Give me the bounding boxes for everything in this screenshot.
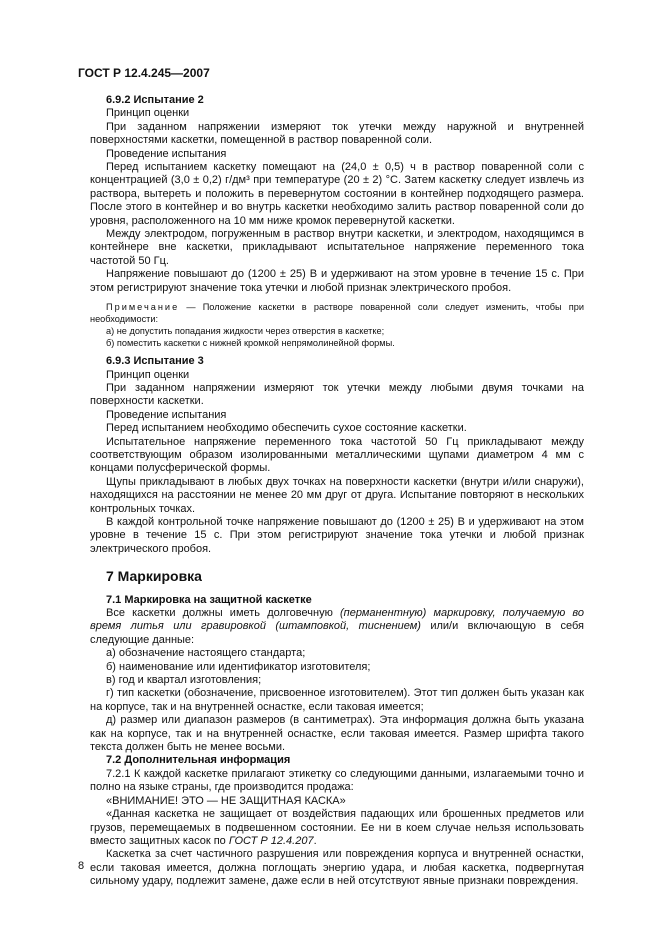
paragraph: Напряжение повышают до (1200 ± 25) В и удерживают на этом уровне в течение 15 с. При этом регистрируют значение тока утечки и любой признак электрического пробоя. [90,268,584,294]
text-run: . [313,834,317,847]
document-header: ГОСТ Р 12.4.245—2007 [78,66,210,80]
paragraph [90,607,584,647]
paragraph: 7.2.1 К каждой каскетке прилагают этикетку со следующими данными, излагаемыми точно и полно на языке страны, где производится продажа: [90,767,584,794]
paragraph: При заданном напряжении измеряют ток утечки между любыми двумя точками на поверхности каскетки. [90,381,584,408]
section-7-title: 7 Маркировка [106,568,202,585]
warning-text: «ВНИМАНИЕ! ЭТО — НЕ ЗАЩИТНАЯ КАСКА» [106,794,346,807]
note-text: — Положение каскетки в растворе поваренной соли следует изменить, чтобы при необходимости: [90,302,584,325]
note [90,301,584,325]
text-run: Все каскетки должны иметь долговечную [106,607,340,619]
procedure-heading: Проведение испытания [106,408,227,421]
section-6-9-3-title: 6.9.3 Испытание 3 [106,355,204,368]
note-item: б) поместить каскетки с нижней кромкой непрямолинейной формы. [106,338,395,349]
page-number: 8 [78,860,85,872]
list-item: а) обозначение настоящего стандарта; [106,647,306,660]
principle-heading: Принцип оценки [106,368,190,381]
paragraph: При заданном напряжении измеряют ток утечки между наружной и внутренней поверхностями каскетки, помещенной в раствор поваренной соли. [90,120,584,147]
list-item: д) размер или диапазон размеров (в сантиметрах). Эта информация должна быть указана как на корпусе, так и на внутренней оснастке, если таковая имеется. Размер шрифта такого текста должен быть не менее восьми. [90,714,584,754]
paragraph: В каждой контрольной точке напряжение повышают до (1200 ± 25) В и удерживают на этом уровне в течение 15 с. При этом регистрируют значение тока утечки и любой признак электрического пробоя. [90,515,584,555]
principle-heading: Принцип оценки [106,107,190,120]
standard-reference: ГОСТ Р 12.4.207 [228,834,314,847]
section-7-2-title: 7.2 Дополнительная информация [106,754,291,767]
italic-run: (перманентную) маркировку, получаемую во время литья или гравировкой (штамповкой, тиснением) [90,607,584,633]
paragraph: Щупы прикладывают в любых двух точках на поверхности каскетки (внутри и/или снаружи), находящихся на расстоянии не менее 20 мм друг от друга. Испытание повторяют в нескольких контрольных точках. [90,475,584,515]
paragraph: Перед испытанием необходимо обеспечить сухое состояние каскетки. [106,422,467,435]
paragraph: Каскетка за счет частичного разрушения или повреждения корпуса и внутренней оснастки, если таковая имеется, должна поглощать энергию удара, и любая каскетка, подвергнутая сильному удару, подлежит замене, даже если в ней отсутствуют явные признаки повреждения. [90,848,584,888]
procedure-heading: Проведение испытания [106,147,227,160]
list-item: в) год и квартал изготовления; [106,674,262,687]
list-item: г) тип каскетки (обозначение, присвоенное изготовителем). Этот тип должен быть указан как на корпусе, так и на внутренней оснастке, если таковая имеется; [90,687,584,713]
text-run: «Данная каскетка не защищает от воздействия падающих или брошенных предметов или грузов, перемещаемых в подвешенном состоянии. Ее ни в коем случае нельзя использовать вместо защитных касок по [90,808,584,847]
section-7-1-title: 7.1 Маркировка на защитной каскетке [106,593,312,606]
text-run: или/и включающую в себя следующие данные: [90,620,585,646]
paragraph [90,808,584,848]
note-item: а) не допустить попадания жидкости через отверстия в каскетке; [106,326,385,337]
paragraph: Перед испытанием каскетку помещают на (24,0 ± 0,5) ч в раствор поваренной соли с концентрацией (3,0 ± 0,2) г/дм³ при температуре (20 ± 2) °С. Затем каскетку следует извлечь из раствора, вытереть и положить в перевернутом состоянии в контейнер подходящего размера. После этого в контейнер и во внутрь каскетки необходимо залить раствор поваренной соли до уровня, расположенного на 10 мм ниже кромок перевернутой каскетки. [90,161,584,227]
section-6-9-2-title: 6.9.2 Испытание 2 [106,94,204,106]
list-item: б) наименование или идентификатор изготовителя; [106,660,371,673]
paragraph: Между электродом, погруженным в раствор внутри каскетки, и электродом, находящимся в контейнере вне каскетки, прикладывают испытательное напряжение переменного тока частотой 50 Гц. [90,228,584,267]
paragraph: Испытательное напряжение переменного тока частотой 50 Гц прикладывают между соответствующим образом изолированными металлическими щупами диаметром 4 мм с концами полусферической формы. [90,435,584,475]
note-label: Примечание [106,302,180,313]
document-body [90,94,584,889]
